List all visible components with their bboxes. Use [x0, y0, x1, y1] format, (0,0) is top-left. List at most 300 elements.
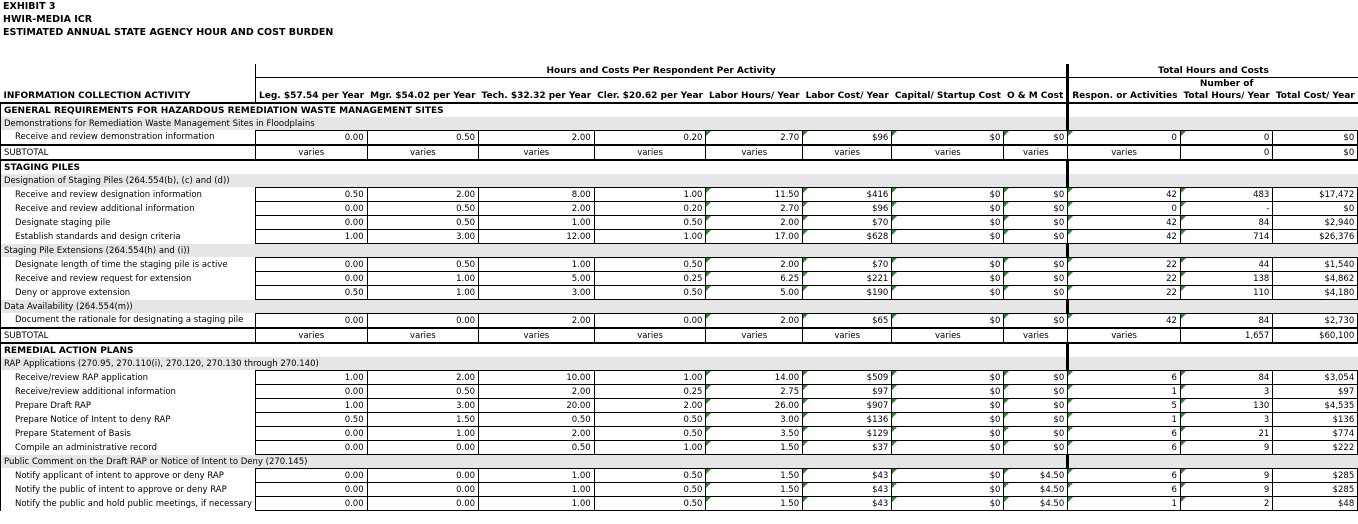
cell-col-4: 2.00 — [706, 314, 803, 329]
cell-col-8: 1 — [1068, 497, 1181, 511]
section-label: REMEDIAL ACTION PLANS — [1, 343, 1068, 357]
title-block — [3, 0, 333, 39]
activity-label: Prepare Notice of Intent to deny RAP — [1, 413, 256, 427]
cell-col-7: $0 — [1004, 427, 1068, 441]
activity-label: Document the rationale for designating a staging pile — [1, 314, 256, 329]
cell-col-4: 3.00 — [706, 413, 803, 427]
activity-row — [1, 216, 1358, 230]
cell-col-9: 3 — [1180, 413, 1272, 427]
col-header-total-hours — [1180, 78, 1272, 104]
cell-col-2: 3.00 — [479, 286, 595, 300]
cell-col-3: 0.25 — [594, 272, 706, 286]
activity-label: Receive and review designation information — [1, 188, 256, 202]
cell-col-1: 1.00 — [367, 427, 478, 441]
cell-col-10: $2,730 — [1273, 314, 1358, 329]
cell-col-3: 0.00 — [594, 314, 706, 329]
cell-col-4: 2.75 — [706, 385, 803, 399]
cell-col-4: 14.00 — [706, 371, 803, 385]
cell-col-3: 0.50 — [594, 286, 706, 300]
cell-col-7: $4.50 — [1004, 497, 1068, 511]
section-row — [1, 343, 1358, 357]
cell-col-9: 1,657 — [1180, 328, 1272, 343]
cell-col-9: 110 — [1180, 286, 1272, 300]
cell-col-10: $1,540 — [1273, 258, 1358, 272]
cell-col-6: $0 — [892, 272, 1004, 286]
cell-col-4: 1.50 — [706, 469, 803, 483]
cell-col-4: 2.70 — [706, 202, 803, 216]
subsection-spacer — [1068, 300, 1358, 314]
cell-col-4: 5.00 — [706, 286, 803, 300]
cell-col-7: $0 — [1004, 230, 1068, 244]
subsection-label: Data Availability (264.554(m)) — [1, 300, 1068, 314]
cell-col-9: 21 — [1180, 427, 1272, 441]
cell-col-4: 26.00 — [706, 399, 803, 413]
subsection-row — [1, 244, 1358, 258]
cell-col-0: 0.00 — [256, 258, 368, 272]
cell-col-2: 20.00 — [479, 399, 595, 413]
cell-col-3: 1.00 — [594, 188, 706, 202]
cell-col-9: 0 — [1180, 131, 1272, 146]
cell-col-4: 2.00 — [706, 216, 803, 230]
cell-col-3: 2.00 — [594, 399, 706, 413]
cell-col-2: 8.00 — [479, 188, 595, 202]
cell-col-1: varies — [367, 145, 478, 160]
cell-col-5: $190 — [803, 286, 892, 300]
cell-col-10: $136 — [1273, 413, 1358, 427]
activity-label: Receive/review RAP application — [1, 371, 256, 385]
cell-col-9: 9 — [1180, 483, 1272, 497]
cell-col-7: $0 — [1004, 188, 1068, 202]
cell-col-1: 2.00 — [367, 371, 478, 385]
cell-col-5: varies — [803, 145, 892, 160]
cell-col-9: 714 — [1180, 230, 1272, 244]
section-spacer — [1068, 103, 1358, 117]
cell-col-8: 42 — [1068, 314, 1181, 329]
cell-col-5: $43 — [803, 497, 892, 511]
number-of-label: Number of — [1199, 79, 1254, 89]
activity-label: Receive and review request for extension — [1, 272, 256, 286]
cell-col-0: 0.50 — [256, 188, 368, 202]
cell-col-1: 3.00 — [367, 399, 478, 413]
activity-row — [1, 427, 1358, 441]
cell-col-4: varies — [706, 145, 803, 160]
section-spacer — [1068, 160, 1358, 174]
cell-col-8: varies — [1068, 145, 1181, 160]
cell-col-8: 6 — [1068, 441, 1181, 455]
cell-col-8: 42 — [1068, 216, 1181, 230]
cell-col-5: $96 — [803, 131, 892, 146]
cell-col-1: 1.50 — [367, 413, 478, 427]
cell-col-6: varies — [892, 145, 1004, 160]
cell-col-5: $221 — [803, 272, 892, 286]
cell-col-0: varies — [256, 328, 368, 343]
activity-row — [1, 483, 1358, 497]
cell-col-10: $0 — [1273, 131, 1358, 146]
subsection-row — [1, 300, 1358, 314]
cell-col-9: 84 — [1180, 216, 1272, 230]
cell-col-4: 1.50 — [706, 441, 803, 455]
cell-col-7: $0 — [1004, 441, 1068, 455]
cell-col-5: $628 — [803, 230, 892, 244]
activity-row — [1, 413, 1358, 427]
subsection-label: Designation of Staging Piles (264.554(b), (c) and (d)) — [1, 174, 1068, 188]
cell-col-6: $0 — [892, 131, 1004, 146]
activity-row — [1, 371, 1358, 385]
cell-col-9: 44 — [1180, 258, 1272, 272]
col-header-labor-cost: Labor Cost/ Year — [805, 91, 889, 101]
cell-col-2: 5.00 — [479, 272, 595, 286]
cell-col-6: $0 — [892, 216, 1004, 230]
cell-col-8: 0 — [1068, 131, 1181, 146]
cell-col-8: 5 — [1068, 399, 1181, 413]
cell-col-6: $0 — [892, 441, 1004, 455]
cell-col-2: 2.00 — [479, 427, 595, 441]
cell-col-5: $509 — [803, 371, 892, 385]
cell-col-8: 42 — [1068, 188, 1181, 202]
header-columns-row — [1, 78, 1358, 104]
cell-col-8: varies — [1068, 328, 1181, 343]
cell-col-7: $4.50 — [1004, 483, 1068, 497]
col-header-cler: Cler. $20.62 per Year — [597, 91, 703, 101]
subsection-spacer — [1068, 174, 1358, 188]
cell-col-1: varies — [367, 328, 478, 343]
cell-col-3: varies — [594, 145, 706, 160]
cell-col-3: 0.50 — [594, 469, 706, 483]
col-header-om: O & M Cost — [1004, 78, 1068, 104]
activity-label: Establish standards and design criteria — [1, 230, 256, 244]
cell-col-8: 22 — [1068, 272, 1181, 286]
subsection-spacer — [1068, 117, 1358, 131]
cell-col-8: 0 — [1068, 202, 1181, 216]
cell-col-0: 0.00 — [256, 202, 368, 216]
cell-col-7: $0 — [1004, 202, 1068, 216]
section-label: GENERAL REQUIREMENTS FOR HAZARDOUS REMEDIATION WASTE MANAGEMENT SITES — [1, 103, 1068, 117]
cell-col-8: 42 — [1068, 230, 1181, 244]
cell-col-4: 6.25 — [706, 272, 803, 286]
activity-row — [1, 202, 1358, 216]
cell-col-1: 1.00 — [367, 272, 478, 286]
cell-col-9: 84 — [1180, 314, 1272, 329]
cell-col-6: $0 — [892, 385, 1004, 399]
cell-col-5: $43 — [803, 469, 892, 483]
activity-label: Receive and review additional information — [1, 202, 256, 216]
cell-col-9: 138 — [1180, 272, 1272, 286]
cell-col-3: 0.50 — [594, 427, 706, 441]
cell-col-6: $0 — [892, 413, 1004, 427]
activity-row — [1, 272, 1358, 286]
cell-col-5: $907 — [803, 399, 892, 413]
table-body — [1, 64, 1358, 511]
cell-col-2: varies — [479, 145, 595, 160]
cell-col-3: 0.25 — [594, 385, 706, 399]
cell-col-0: 0.00 — [256, 131, 368, 146]
cell-col-3: 0.50 — [594, 413, 706, 427]
cell-col-6: $0 — [892, 202, 1004, 216]
cell-col-0: 0.00 — [256, 497, 368, 511]
cell-col-7: $0 — [1004, 314, 1068, 329]
cell-col-7: varies — [1004, 328, 1068, 343]
cell-col-0: 1.00 — [256, 230, 368, 244]
cell-col-2: 0.50 — [479, 413, 595, 427]
cell-col-7: $0 — [1004, 385, 1068, 399]
cell-col-1: 0.50 — [367, 202, 478, 216]
col-header-respondents: Respon. or Activities — [1072, 91, 1178, 101]
cell-col-8: 22 — [1068, 286, 1181, 300]
cell-col-0: 0.00 — [256, 385, 368, 399]
cell-col-4: 1.50 — [706, 497, 803, 511]
cell-col-5: $136 — [803, 413, 892, 427]
cell-col-4: 11.50 — [706, 188, 803, 202]
activity-label: Deny or approve extension — [1, 286, 256, 300]
cell-col-10: $285 — [1273, 483, 1358, 497]
cell-col-5: $65 — [803, 314, 892, 329]
cell-col-9: 2 — [1180, 497, 1272, 511]
cell-col-5: $96 — [803, 202, 892, 216]
activity-row — [1, 469, 1358, 483]
cell-col-8: 22 — [1068, 258, 1181, 272]
cell-col-9: - — [1180, 202, 1272, 216]
cell-col-7: $0 — [1004, 216, 1068, 230]
cell-col-6: $0 — [892, 286, 1004, 300]
subtotal-label: SUBTOTAL — [1, 145, 256, 160]
cell-col-5: $37 — [803, 441, 892, 455]
activity-row — [1, 441, 1358, 455]
cell-col-7: $0 — [1004, 399, 1068, 413]
cell-col-6: $0 — [892, 483, 1004, 497]
total-hours-label: Total Hours/ Year — [1183, 91, 1270, 101]
cell-col-3: 0.20 — [594, 202, 706, 216]
cell-col-6: $0 — [892, 371, 1004, 385]
subtotal-row — [1, 145, 1358, 160]
cell-col-6: $0 — [892, 188, 1004, 202]
activity-label: Prepare Draft RAP — [1, 399, 256, 413]
cell-col-4: 17.00 — [706, 230, 803, 244]
cell-col-10: $0 — [1273, 145, 1358, 160]
header-group-per-respondent: Hours and Costs Per Respondent Per Activity — [256, 64, 1068, 78]
cell-col-2: 10.00 — [479, 371, 595, 385]
cell-col-9: 3 — [1180, 385, 1272, 399]
cell-col-3: 0.50 — [594, 497, 706, 511]
subsection-spacer — [1068, 357, 1358, 371]
cell-col-1: 0.00 — [367, 483, 478, 497]
cell-col-9: 9 — [1180, 469, 1272, 483]
cell-col-2: 1.00 — [479, 497, 595, 511]
cell-col-6: $0 — [892, 427, 1004, 441]
activity-label: Designate length of time the staging pile is active — [1, 258, 256, 272]
cell-col-6: $0 — [892, 230, 1004, 244]
cell-col-10: $4,862 — [1273, 272, 1358, 286]
cell-col-4: 2.70 — [706, 131, 803, 146]
subsection-label: Public Comment on the Draft RAP or Notice of Intent to Deny (270.145) — [1, 455, 1068, 469]
cell-col-3: 1.00 — [594, 371, 706, 385]
cell-col-4: varies — [706, 328, 803, 343]
cell-col-3: 0.50 — [594, 483, 706, 497]
cell-col-9: 84 — [1180, 371, 1272, 385]
cell-col-9: 130 — [1180, 399, 1272, 413]
activity-label: Receive/review additional information — [1, 385, 256, 399]
cell-col-6: varies — [892, 328, 1004, 343]
activity-row — [1, 188, 1358, 202]
header-group-row — [1, 64, 1358, 78]
cell-col-2: 1.00 — [479, 216, 595, 230]
cell-col-0: 1.00 — [256, 399, 368, 413]
cell-col-6: $0 — [892, 469, 1004, 483]
cell-col-1: 3.00 — [367, 230, 478, 244]
cell-col-10: $0 — [1273, 202, 1358, 216]
cell-col-5: $97 — [803, 385, 892, 399]
activity-row — [1, 258, 1358, 272]
cell-col-1: 0.50 — [367, 216, 478, 230]
subtotal-row — [1, 328, 1358, 343]
activity-label: Notify applicant of intent to approve or deny RAP — [1, 469, 256, 483]
cell-col-0: 0.00 — [256, 272, 368, 286]
cell-col-0: 0.00 — [256, 427, 368, 441]
subsection-label: Staging Pile Extensions (264.554(h) and (i)) — [1, 244, 1068, 258]
cell-col-3: 0.50 — [594, 258, 706, 272]
cell-col-7: $0 — [1004, 371, 1068, 385]
cell-col-10: $26,376 — [1273, 230, 1358, 244]
cell-col-8: 6 — [1068, 371, 1181, 385]
subsection-row — [1, 117, 1358, 131]
subsection-row — [1, 174, 1358, 188]
activity-row — [1, 385, 1358, 399]
subsection-spacer — [1068, 455, 1358, 469]
cell-col-1: 0.50 — [367, 258, 478, 272]
cell-col-3: 1.00 — [594, 230, 706, 244]
cell-col-6: $0 — [892, 258, 1004, 272]
col-header-leg: Leg. $57.54 per Year — [256, 78, 368, 104]
col-header-capital: Capital/ Startup Cost — [894, 91, 1001, 101]
document-subtitle: HWIR-MEDIA ICR — [3, 14, 93, 25]
burden-table — [0, 64, 1358, 511]
cell-col-5: varies — [803, 328, 892, 343]
activity-column-header: INFORMATION COLLECTION ACTIVITY — [3, 91, 191, 101]
exhibit-number: EXHIBIT 3 — [3, 1, 56, 12]
activity-label: Notify the public and hold public meetings, if necessary — [1, 497, 256, 511]
cell-col-4: 1.50 — [706, 483, 803, 497]
activity-row — [1, 230, 1358, 244]
cell-col-2: 12.00 — [479, 230, 595, 244]
cell-col-7: varies — [1004, 145, 1068, 160]
cell-col-0: 0.00 — [256, 314, 368, 329]
cell-col-1: 0.00 — [367, 314, 478, 329]
cell-col-10: $48 — [1273, 497, 1358, 511]
cell-col-7: $0 — [1004, 413, 1068, 427]
cell-col-2: 0.50 — [479, 441, 595, 455]
cell-col-2: 1.00 — [479, 469, 595, 483]
cell-col-0: 0.00 — [256, 469, 368, 483]
cell-col-10: $4,535 — [1273, 399, 1358, 413]
cell-col-0: 0.00 — [256, 216, 368, 230]
section-label: STAGING PILES — [1, 160, 1068, 174]
cell-col-0: 1.00 — [256, 371, 368, 385]
header-group-totals: Total Hours and Costs — [1068, 64, 1358, 78]
activity-label: Designate staging pile — [1, 216, 256, 230]
cell-col-10: $4,180 — [1273, 286, 1358, 300]
cell-col-4: 3.50 — [706, 427, 803, 441]
cell-col-5: $416 — [803, 188, 892, 202]
activity-row — [1, 286, 1358, 300]
cell-col-4: 2.00 — [706, 258, 803, 272]
cell-col-1: 0.00 — [367, 441, 478, 455]
activity-row — [1, 314, 1358, 329]
cell-col-10: $17,472 — [1273, 188, 1358, 202]
cell-col-1: 0.00 — [367, 469, 478, 483]
col-header-mgr: Mgr. $54.02 per Year — [370, 91, 476, 101]
cell-col-6: $0 — [892, 314, 1004, 329]
cell-col-8: 6 — [1068, 469, 1181, 483]
cell-col-7: $0 — [1004, 131, 1068, 146]
activity-row — [1, 497, 1358, 511]
cell-col-6: $0 — [892, 497, 1004, 511]
cell-col-0: 0.00 — [256, 483, 368, 497]
cell-col-2: varies — [479, 328, 595, 343]
cell-col-1: 2.00 — [367, 188, 478, 202]
activity-row — [1, 399, 1358, 413]
cell-col-10: $222 — [1273, 441, 1358, 455]
cell-col-7: $4.50 — [1004, 469, 1068, 483]
cell-col-9: 0 — [1180, 145, 1272, 160]
cell-col-2: 2.00 — [479, 131, 595, 146]
cell-col-5: $129 — [803, 427, 892, 441]
subsection-row — [1, 455, 1358, 469]
cell-col-1: 1.00 — [367, 286, 478, 300]
cell-col-3: varies — [594, 328, 706, 343]
cell-col-3: 1.00 — [594, 441, 706, 455]
subsection-spacer — [1068, 244, 1358, 258]
section-spacer — [1068, 343, 1358, 357]
activity-row — [1, 131, 1358, 146]
cell-col-9: 9 — [1180, 441, 1272, 455]
cell-col-9: 483 — [1180, 188, 1272, 202]
cell-col-6: $0 — [892, 399, 1004, 413]
subsection-label: Demonstrations for Remediation Waste Management Sites in Floodplains — [1, 117, 1068, 131]
cell-col-8: 1 — [1068, 385, 1181, 399]
cell-col-0: 0.50 — [256, 286, 368, 300]
cell-col-10: $3,054 — [1273, 371, 1358, 385]
cell-col-1: 0.50 — [367, 385, 478, 399]
cell-col-2: 2.00 — [479, 314, 595, 329]
cell-col-10: $774 — [1273, 427, 1358, 441]
cell-col-2: 2.00 — [479, 385, 595, 399]
activity-label: Notify the public of intent to approve or deny RAP — [1, 483, 256, 497]
cell-col-8: 6 — [1068, 483, 1181, 497]
cell-col-2: 1.00 — [479, 258, 595, 272]
cell-col-10: $97 — [1273, 385, 1358, 399]
cell-col-3: 0.20 — [594, 131, 706, 146]
cell-col-10: $60,100 — [1273, 328, 1358, 343]
section-row — [1, 103, 1358, 117]
table-title: ESTIMATED ANNUAL STATE AGENCY HOUR AND COST BURDEN — [3, 27, 334, 38]
cell-col-0: 0.00 — [256, 441, 368, 455]
col-header-tech: Tech. $32.32 per Year — [481, 91, 592, 101]
col-header-labor-hours: Labor Hours/ Year — [708, 91, 800, 101]
cell-col-1: 0.50 — [367, 131, 478, 146]
cell-col-0: 0.50 — [256, 413, 368, 427]
cell-col-2: 2.00 — [479, 202, 595, 216]
subtotal-label: SUBTOTAL — [1, 328, 256, 343]
cell-col-5: $70 — [803, 216, 892, 230]
cell-col-5: $70 — [803, 258, 892, 272]
cell-col-10: $2,940 — [1273, 216, 1358, 230]
subsection-row — [1, 357, 1358, 371]
cell-col-8: 6 — [1068, 427, 1181, 441]
section-row — [1, 160, 1358, 174]
cell-col-7: $0 — [1004, 258, 1068, 272]
cell-col-7: $0 — [1004, 272, 1068, 286]
cell-col-0: varies — [256, 145, 368, 160]
activity-label: Compile an administrative record — [1, 441, 256, 455]
